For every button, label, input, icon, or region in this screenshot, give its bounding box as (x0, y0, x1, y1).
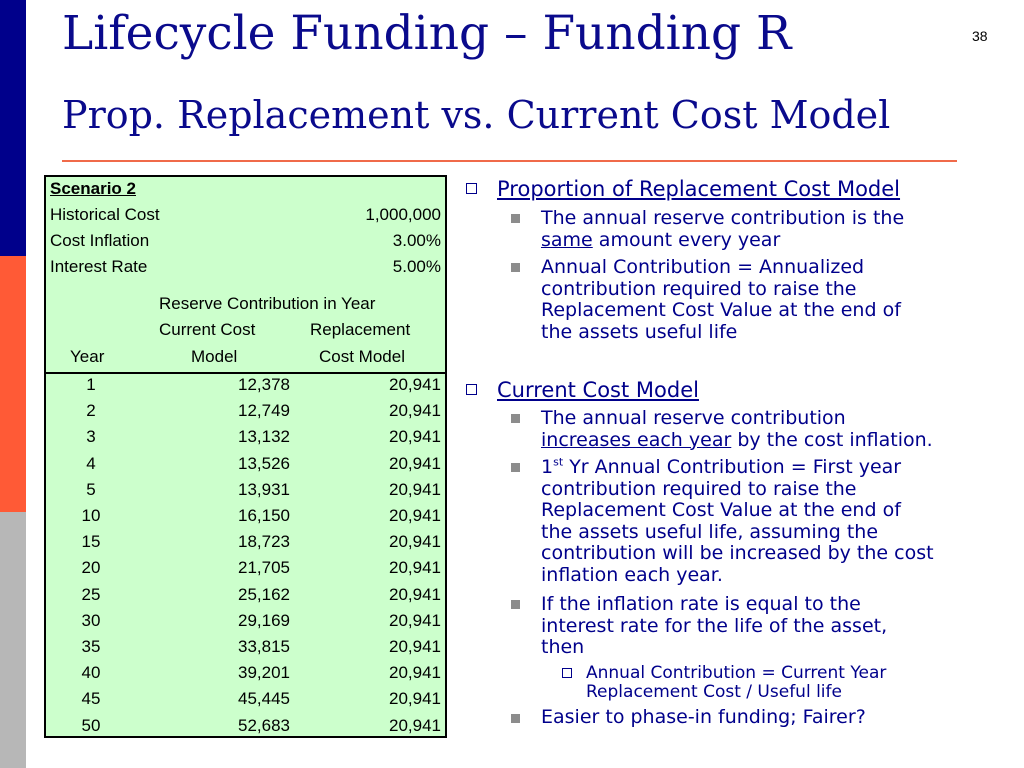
cell-year: 15 (81, 532, 101, 552)
solid-bullet-icon (511, 714, 520, 723)
header-year: Year (70, 347, 105, 366)
cell-current-cost: 21,705 (238, 558, 290, 578)
cell-current-cost: 13,526 (238, 453, 290, 473)
cell-current-cost: 13,931 (238, 479, 290, 499)
bullet-increases: The annual reserve contribution increases each year by the cost inflation. (541, 407, 933, 451)
header-group: Reserve Contribution in Year (159, 294, 376, 313)
cell-year: 35 (81, 637, 101, 656)
scenario-label: Scenario 2 (50, 179, 136, 198)
cell-replacement-cost: 20,941 (389, 637, 441, 656)
square-bullet-icon (562, 668, 572, 678)
table-row (46, 401, 445, 427)
cell-replacement-cost: 20,941 (389, 532, 441, 552)
cell-year: 45 (81, 689, 101, 709)
param-value: 1,000,000 (365, 205, 441, 224)
header-replacement-line1: Replacement (310, 320, 411, 339)
solid-bullet-icon (511, 600, 520, 609)
bullet-inflation-equal: If the inflation rate is equal to the interest rate for the life of the asset, then (541, 593, 888, 658)
table-row (46, 689, 445, 715)
side-stripe-blue (0, 0, 26, 256)
table-row (46, 532, 445, 558)
cell-current-cost: 16,150 (238, 506, 290, 525)
param-row (46, 203, 445, 229)
bullet-annual-contribution: Annual Contribution = Annualized contribution required to raise the Replacement Cost Value at the end of the assets useful life (541, 256, 901, 343)
cell-year: 25 (81, 584, 101, 604)
table-row (46, 427, 445, 453)
cell-replacement-cost: 20,941 (389, 506, 441, 525)
square-bullet-icon (466, 183, 477, 194)
cell-replacement-cost: 20,941 (389, 558, 441, 578)
cell-replacement-cost: 20,941 (389, 663, 441, 683)
solid-bullet-icon (511, 414, 520, 423)
param-label: Historical Cost (50, 205, 160, 224)
param-value: 3.00% (392, 231, 441, 250)
table-row (46, 506, 445, 532)
table-row (46, 585, 445, 611)
slide-number: 38 (972, 28, 988, 44)
param-row (46, 255, 445, 281)
cell-year: 1 (86, 375, 96, 394)
solid-bullet-icon (511, 214, 520, 223)
cell-year: 5 (86, 479, 96, 499)
table-row (46, 637, 445, 663)
cell-current-cost: 12,378 (238, 375, 290, 394)
param-value: 5.00% (392, 257, 441, 276)
cell-replacement-cost: 20,941 (389, 375, 441, 394)
bullet-first-year: 1st Yr Annual Contribution = First year contribution required to raise the Replacement Cost Value at the end of the assets useful life, assuming the contribution will be increased by the cost inflation each year. (541, 455, 934, 586)
cell-replacement-cost: 20,941 (389, 453, 441, 473)
cell-replacement-cost: 20,941 (389, 584, 441, 604)
cell-current-cost: 18,723 (238, 532, 290, 552)
scenario-table (44, 175, 447, 738)
heading-current-cost: Current Cost Model (497, 378, 699, 402)
cell-replacement-cost: 20,941 (389, 479, 441, 499)
cell-year: 30 (81, 610, 101, 630)
bullet-same-amount: The annual reserve contribution is the same amount every year (541, 207, 905, 251)
scenario-row (46, 177, 445, 203)
heading-prop-replacement: Proportion of Replacement Cost Model (497, 177, 901, 201)
cell-current-cost: 25,162 (238, 584, 290, 604)
bullet-phase-in: Easier to phase-in funding; Fairer? (541, 706, 866, 728)
sub-bullet-current-year: Annual Contribution = Current Year Replacement Cost / Useful life (586, 663, 887, 702)
header-separator (46, 372, 445, 374)
cell-year: 20 (81, 558, 101, 578)
table-row (46, 558, 445, 584)
cell-year: 40 (81, 663, 101, 683)
cell-current-cost: 33,815 (238, 637, 290, 656)
cell-current-cost: 29,169 (238, 610, 290, 630)
table-row (46, 480, 445, 506)
title-divider (62, 160, 957, 162)
cell-year: 50 (81, 715, 101, 735)
cell-year: 3 (86, 427, 96, 447)
side-stripe-orange (0, 256, 26, 512)
cell-year: 4 (86, 453, 96, 473)
table-row (46, 611, 445, 637)
header-replacement-line2: Cost Model (319, 347, 405, 366)
side-stripe-gray (0, 512, 26, 768)
table-row (46, 663, 445, 689)
slide-subtitle: Prop. Replacement vs. Current Cost Model (62, 93, 891, 137)
cell-replacement-cost: 20,941 (389, 610, 441, 630)
cell-year: 10 (81, 506, 101, 525)
cell-year: 2 (86, 401, 96, 421)
solid-bullet-icon (511, 263, 520, 272)
solid-bullet-icon (511, 463, 520, 472)
cell-replacement-cost: 20,941 (389, 689, 441, 709)
cell-current-cost: 45,445 (238, 689, 290, 709)
table-row (46, 454, 445, 480)
table-row (46, 716, 445, 742)
square-bullet-icon (466, 384, 477, 395)
cell-current-cost: 52,683 (238, 715, 290, 735)
table-row (46, 375, 445, 401)
param-label: Interest Rate (50, 257, 148, 276)
cell-current-cost: 13,132 (238, 427, 290, 447)
param-row (46, 229, 445, 255)
cell-replacement-cost: 20,941 (389, 715, 441, 735)
header-current-line1: Current Cost (159, 320, 256, 339)
cell-current-cost: 12,749 (238, 401, 290, 421)
header-current-line2: Model (191, 347, 238, 366)
cell-replacement-cost: 20,941 (389, 427, 441, 447)
slide-title: Lifecycle Funding – Funding R (62, 6, 792, 61)
param-label: Cost Inflation (50, 231, 150, 250)
cell-current-cost: 39,201 (238, 663, 290, 683)
cell-replacement-cost: 20,941 (389, 401, 441, 421)
